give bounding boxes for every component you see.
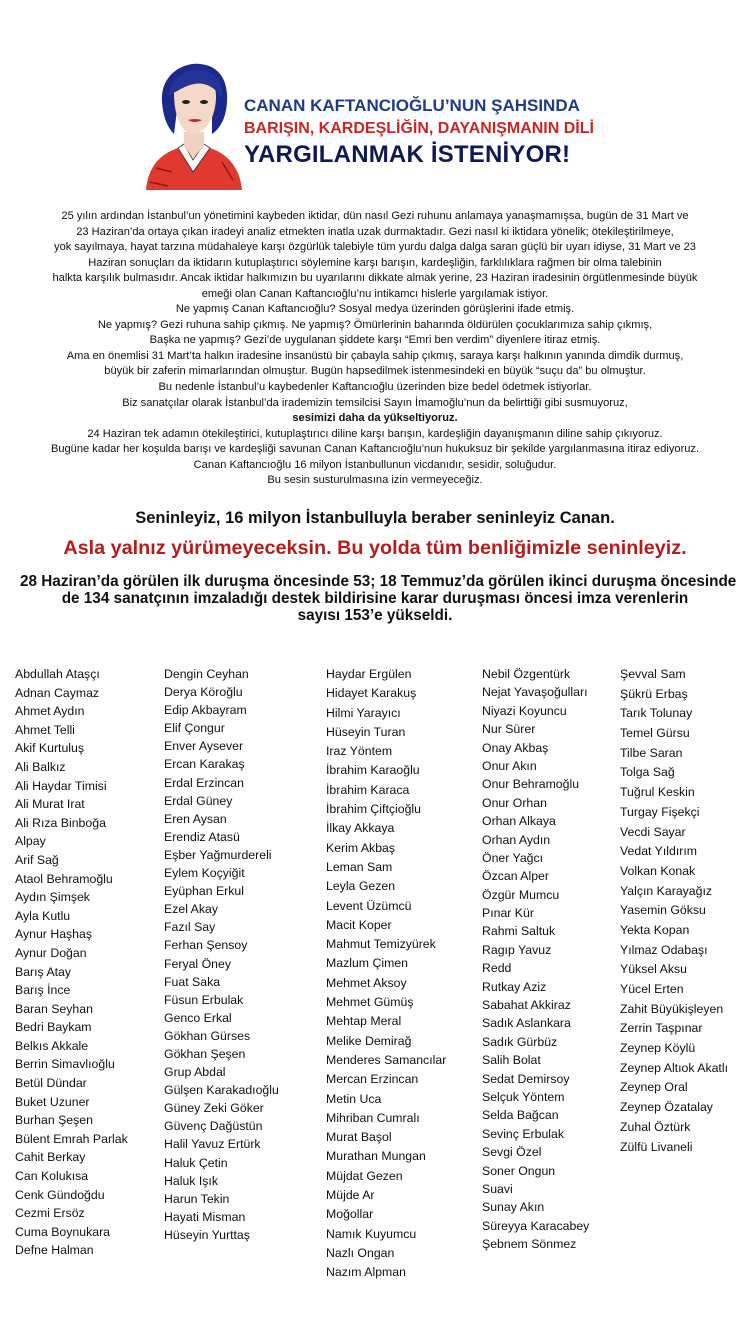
signatory-name: Zülfü Livaneli [620, 1139, 693, 1154]
signatory-name: Halil Yavuz Ertürk [164, 1137, 261, 1152]
statement-line: Canan Kaftancıoğlu 16 milyon İstanbullunun vicdanıdır, sesidir, soluğudur. [193, 458, 557, 471]
signatory-name: Cuma Boynukara [15, 1224, 111, 1239]
signatory-name: Sabahat Akkiraz [482, 998, 571, 1013]
signatory-name: Onur Behramoğlu [482, 777, 580, 792]
signatory-name: Sevgi Özel [482, 1145, 542, 1160]
signatory-name: Barış Atay [15, 964, 72, 979]
signatory-name: Sevinç Erbulak [482, 1126, 565, 1141]
signatory-name: Güvenç Dağüstün [164, 1119, 263, 1134]
statement-line: yok sayılmaya, hayat tarzına müdahaleye karşı özgürlük talebiyle tüm yurdu dalga dalga saran güçlü bir uyarı idiyse, 31 Mart ve 23 [54, 241, 696, 254]
signatory-name: Ahmet Telli [15, 722, 75, 737]
signatory-name: Zeynep Özatalay [620, 1100, 713, 1115]
signatory-name: Cenk Gündoğdu [15, 1187, 105, 1202]
signatory-column [620, 665, 728, 1157]
statement-line: 24 Haziran tek adamın ötekileştirici, kutuplaştırıcı diline karşı barışın, kardeşliğin dayanışmanın diline sahip çıkıyoruz. [87, 427, 663, 440]
signatory-name: Yılmaz Odabaşı [620, 942, 708, 957]
signatory-name: Onay Akbaş [482, 740, 549, 755]
headline-line-1: CANAN KAFTANCIOĞLU’NUN ŞAHSINDA [244, 96, 580, 115]
signatory-name: Cahit Berkay [15, 1150, 86, 1165]
signatory-name: Ataol Behramoğlu [15, 871, 113, 886]
signatory-name: Murat Başol [326, 1130, 392, 1145]
signatory-name: Vecdi Sayar [620, 824, 686, 839]
signatory-name: Nebil Özgentürk [482, 667, 571, 681]
signatory-column [326, 665, 446, 1283]
signatory-name: Bedri Baykam [15, 1020, 92, 1035]
signatory-name: Fuat Saka [164, 974, 221, 989]
signatory-name: Leman Sam [326, 859, 393, 874]
signatory-name: Aydın Şimşek [15, 890, 90, 905]
signatory-name: Vedat Yıldırım [620, 844, 698, 859]
signatory-name: Ali Haydar Timisi [15, 778, 107, 793]
signatory-name: Yalçın Karayağız [620, 883, 713, 898]
signatory-name: Ercan Karakaş [164, 757, 245, 772]
signatory-name: Eyüphan Erkul [164, 884, 244, 899]
signatory-name: Süreyya Karacabey [482, 1218, 590, 1233]
signatory-name: Mercan Erzincan [326, 1072, 419, 1087]
signatory-name: Cezmi Ersöz [15, 1206, 85, 1221]
statement-line: Bu sesin susturulmasına izin vermeyeceğiz. [267, 474, 483, 487]
signatory-name: Belkıs Akkale [15, 1038, 89, 1053]
signatory-name: Pınar Kür [482, 906, 534, 921]
statement-text [20, 209, 730, 489]
signatory-name: Haydar Ergülen [326, 667, 412, 681]
signatory-name: İbrahim Karaca [326, 782, 410, 797]
signatory-name: Yüksel Aksu [620, 962, 687, 977]
headline-line-2: BARIŞIN, KARDEŞLİĞİN, DAYANIŞMANIN DİLİ [244, 120, 594, 137]
statement-line: Ne yapmış Canan Kaftancıoğlu? Sosyal medya üzerinden görüşlerini ifade etmiş. [175, 303, 575, 316]
signatory-name: Zuhal Öztürk [620, 1119, 691, 1134]
signatory-name: Buket Uzuner [15, 1094, 90, 1109]
signatory-name: Erdal Güney [164, 793, 233, 808]
signatory-name: Sadık Aslankara [482, 1016, 571, 1031]
signatory-name: Mehmet Aksoy [326, 975, 407, 990]
signatory-name: Edip Akbayram [164, 703, 247, 718]
signatory-name: Gökhan Şeşen [164, 1046, 246, 1061]
statement-line: büyük bir zaferin mimarlarından olmuştur. Bugün hapsedilmek istenmesindeki en büyük “suçu da” bu olmuştur. [104, 365, 646, 378]
statement-line: 25 yılın ardından İstanbul’un yönetimini kaybeden iktidar, dün nasıl Gezi ruhunu anlamaya yanaşmamışsa, bugün de 31 Mart ve [61, 210, 689, 222]
signatory-name: Aynur Doğan [15, 945, 87, 960]
statement-line: 23 Haziran’da ortaya çıkan iradeyi analiz etmekten inatla uzak durmaktadır. Gezi nasıl ki iktidara yönelik; ötekileştirilmeye, [76, 225, 674, 238]
signatory-name: Hüseyin Turan [326, 724, 406, 739]
signatory-name: Mazlum Çimen [326, 956, 408, 971]
signatory-name: Bülent Emrah Parlak [15, 1131, 128, 1146]
signatory-name: Şükrü Erbaş [620, 686, 688, 701]
signatory-name: Nur Sürer [482, 722, 536, 737]
signatory-name: Salih Bolat [482, 1053, 541, 1068]
signatory-name: Akif Kurtuluş [15, 741, 85, 756]
summary-line: sayısı 153’e yükseldi. [297, 607, 453, 624]
signatory-name: Zeynep Oral [620, 1080, 688, 1095]
signatory-name: Ali Rıza Binboğa [15, 815, 106, 830]
statement-line: Biz sanatçılar olarak İstanbul’da irademizin temsilcisi Sayın İmamoğlu’nun da belirttiği gibi susmuyoruz, [122, 396, 628, 409]
summary-line: de 134 sanatçının imzaladığı destek bildirisine karar duruşması öncesi imza verenlerin [61, 590, 689, 607]
signatory-name: Macit Koper [326, 917, 392, 932]
signatory-name: Müjde Ar [326, 1188, 375, 1203]
signatory-name: Özcan Alper [482, 869, 549, 884]
statement-line: emeği olan Canan Kaftancıoğlu’nu intikamcı hislerle yargılamak istiyor. [201, 287, 549, 300]
signatory-name: Grup Abdal [164, 1065, 226, 1080]
signatory-name: Sunay Akın [482, 1200, 545, 1215]
signatory-name: Barış İnce [15, 983, 71, 998]
signatory-name: Zahit Büyükişleyen [620, 1001, 724, 1016]
signature-count-summary [20, 573, 737, 624]
signatory-name: Onur Orhan [482, 795, 547, 810]
signatory-name: Ayla Kutlu [15, 908, 71, 923]
signatory-name: Şebnem Sönmez [482, 1237, 577, 1252]
signatory-name: Metin Uca [326, 1091, 382, 1106]
signatory-name: Erendiz Atasü [164, 829, 240, 844]
signatory-name: Yücel Erten [620, 982, 684, 996]
signatory-name: Füsun Erbulak [164, 992, 244, 1007]
signatory-name: Ahmet Aydın [15, 704, 85, 719]
signatory-name: Kerim Akbaş [326, 840, 396, 855]
statement-line: halkta karşılık bulmasıdır. Ancak iktidar halkımızın bu uyarılarını dikkate almak yerine, 23 Haziran iradesinin örgütlenmesinde büyük [52, 272, 698, 285]
signatory-name: Haluk Işık [164, 1173, 218, 1188]
signatory-name: Adnan Caymaz [15, 685, 100, 700]
signatory-name: Niyazi Koyuncu [482, 703, 567, 718]
signatory-name: Rahmi Saltuk [482, 924, 556, 939]
signatory-name: Abdullah Ataşçı [15, 667, 100, 681]
signatory-name: Melike Demirağ [326, 1033, 412, 1048]
signatory-name: Betül Dündar [15, 1076, 87, 1091]
signatory-name: Selçuk Yöntem [482, 1089, 565, 1104]
statement-line: sesimizi daha da yükseltiyoruz. [292, 412, 458, 425]
statement-line: Ne yapmış? Gezi ruhuna sahip çıkmış. Ne yapmış? Ömürlerinin baharında öldürülen çocuklarımıza sahip çıkmış, [97, 318, 653, 331]
signatory-name: Nejat Yavaşoğulları [482, 685, 588, 700]
signatory-name: Redd [482, 961, 512, 976]
signatory-name: Feryal Öney [164, 956, 231, 971]
signatory-column [164, 665, 279, 1244]
signatory-name: Soner Ongun [482, 1163, 556, 1178]
signatory-name: Eylem Koçyiğit [164, 866, 245, 881]
signatory-name: Moğollar [326, 1207, 374, 1222]
signatory-name: Levent Üzümcü [326, 898, 412, 913]
signatory-name: Erdal Erzincan [164, 775, 244, 790]
signatory-name: Gülşen Karakadıoğlu [164, 1083, 279, 1098]
signatory-name: Özgür Mumcu [482, 887, 560, 902]
signatory-name: Baran Seyhan [15, 1001, 93, 1016]
signatory-name: Menderes Samancılar [326, 1052, 447, 1067]
statement-line: Haziran sonuçları da iktidarın kutuplaştırıcı söylemine karşı barışın, kardeşliğin, farklılıklara rağmen bir olma talebinin [88, 256, 662, 269]
signatory-name: Orhan Aydın [482, 832, 551, 847]
summary-line: 28 Haziran’da görülen ilk duruşma öncesinde 53; 18 Temmuz’da görülen ikinci duruşma öncesinde [20, 573, 737, 590]
signatory-name: Suavi [482, 1181, 513, 1196]
signatory-name: Enver Aysever [164, 739, 244, 754]
signatory-name: Yasemin Göksu [620, 903, 706, 918]
signatory-name: Zeynep Altıok Akatlı [620, 1060, 728, 1075]
signatory-name: İlkay Akkaya [326, 821, 395, 836]
signatory-name: Yekta Kopan [620, 922, 690, 937]
signatory-name: Hidayet Karakuş [326, 686, 417, 701]
signatory-name: Tarık Tolunay [620, 706, 693, 721]
headline-line-3: YARGILANMAK İSTENİYOR! [244, 141, 571, 168]
signatory-name: Turgay Fişekçi [620, 804, 700, 819]
signatory-name: Öner Yağcı [482, 850, 544, 865]
signatory-name: Eşber Yağmurdereli [164, 847, 272, 862]
statement-line: Bu nedenle İstanbul’u kaybedenler Kaftancıoğlu üzerinden bize bedel ödetmek istiyorlar. [158, 381, 592, 394]
signatory-name: Iraz Yöntem [326, 744, 393, 759]
portrait-illustration [138, 62, 248, 190]
signatory-name: Dengin Ceyhan [164, 667, 249, 681]
statement-line: Başka ne yapmış? Gezi’de uygulanan şiddete karşı “Emri ben verdim” diyenlere itiraz etmiş. [149, 334, 601, 347]
signatory-name: Derya Köroğlu [164, 685, 243, 700]
statement-line: Ama en önemlisi 31 Mart’ta halkın iradesine insanüstü bir çabayla sahip çıkmış, saraya karşı halkının yanında dimdik durmuş, [66, 349, 684, 362]
signatory-name: Murathan Mungan [326, 1149, 426, 1164]
signatory-name: Mahmut Temizyürek [326, 937, 436, 952]
signatory-name: Selda Bağcan [482, 1108, 559, 1123]
signatory-name: Nazlı Ongan [326, 1245, 395, 1260]
signatory-name: Fazıl Say [164, 920, 216, 935]
signatory-name: Burhan Şeşen [15, 1113, 93, 1128]
signatory-name: Nazım Alpman [326, 1265, 406, 1280]
signatory-name: Volkan Konak [620, 863, 696, 878]
signatory-name: Tilbe Saran [620, 745, 683, 760]
signatory-name: Tolga Sağ [620, 765, 675, 780]
signatory-name: Genco Erkal [164, 1010, 232, 1025]
signatory-name: Ragıp Yavuz [482, 942, 552, 957]
signatory-name: Ezel Akay [164, 902, 218, 917]
signatory-name: Hilmi Yarayıcı [326, 705, 401, 720]
signatory-name: Onur Akın [482, 758, 537, 773]
signatory-name: Berrin Simavlıoğlu [15, 1057, 115, 1072]
signatory-name: Zerrin Taşpınar [620, 1021, 703, 1036]
signatory-name: Namık Kuyumcu [326, 1226, 417, 1241]
signatory-name: Ali Balkız [15, 759, 66, 774]
signatory-name: Hayati Misman [164, 1209, 246, 1224]
signatory-name: Mehtap Meral [326, 1014, 402, 1029]
signatory-name: Şevval Sam [620, 667, 686, 681]
signatory-name: Defne Halman [15, 1243, 94, 1258]
signatory-name: Sadık Gürbüz [482, 1034, 558, 1049]
tagline-never-alone: Asla yalnız yürümeyeceksin. Bu yolda tüm benliğimizle seninleyiz. [63, 537, 687, 559]
signatory-name: Zeynep Köylü [620, 1041, 696, 1056]
signatory-name: Ferhan Şensoy [164, 938, 248, 953]
signatory-name: Mihriban Cumralı [326, 1110, 420, 1125]
signatory-name: Hüseyin Yurttaş [164, 1227, 250, 1242]
statement-line: Bugüne kadar her koşulda barışı ve kardeşliği savunan Canan Kaftancıoğlu’nun hukuksuz bir şekilde yargılanmasına itiraz ediyoruz. [50, 443, 700, 456]
signatory-name: Müjdat Gezen [326, 1168, 403, 1183]
signatory-name: Leyla Gezen [326, 879, 396, 894]
signatory-name: Aynur Haşhaş [15, 927, 93, 942]
signatory-name: Tuğrul Keskin [620, 785, 695, 800]
signatory-name: Haluk Çetin [164, 1155, 228, 1170]
signatory-name: Güney Zeki Göker [164, 1101, 264, 1116]
signatory-name: Orhan Alkaya [482, 814, 556, 829]
signatory-name: Ali Murat Irat [15, 797, 85, 812]
signatory-name: Can Kolukısa [15, 1169, 89, 1184]
tagline-support: Seninleyiz, 16 milyon İstanbulluyla beraber seninleyiz Canan. [135, 509, 615, 527]
signatory-column [15, 665, 128, 1260]
signatory-name: Gökhan Gürses [164, 1028, 251, 1043]
signatory-name: Alpay [15, 834, 46, 849]
signatory-name: Temel Gürsu [620, 726, 690, 741]
signatory-name: İbrahim Karaoğlu [326, 763, 420, 778]
signatory-name: Mehmet Gümüş [326, 995, 414, 1010]
signatory-name: Harun Tekin [164, 1191, 230, 1206]
signatory-name: Arif Sağ [15, 852, 59, 867]
signatory-name: İbrahim Çiftçioğlu [326, 802, 421, 817]
signatory-name: Elif Çongur [164, 721, 225, 736]
signatory-name: Eren Aysan [164, 811, 227, 826]
signatory-name: Sedat Demirsoy [482, 1071, 570, 1086]
signatory-name: Rutkay Aziz [482, 979, 547, 994]
signatory-column [482, 665, 589, 1254]
